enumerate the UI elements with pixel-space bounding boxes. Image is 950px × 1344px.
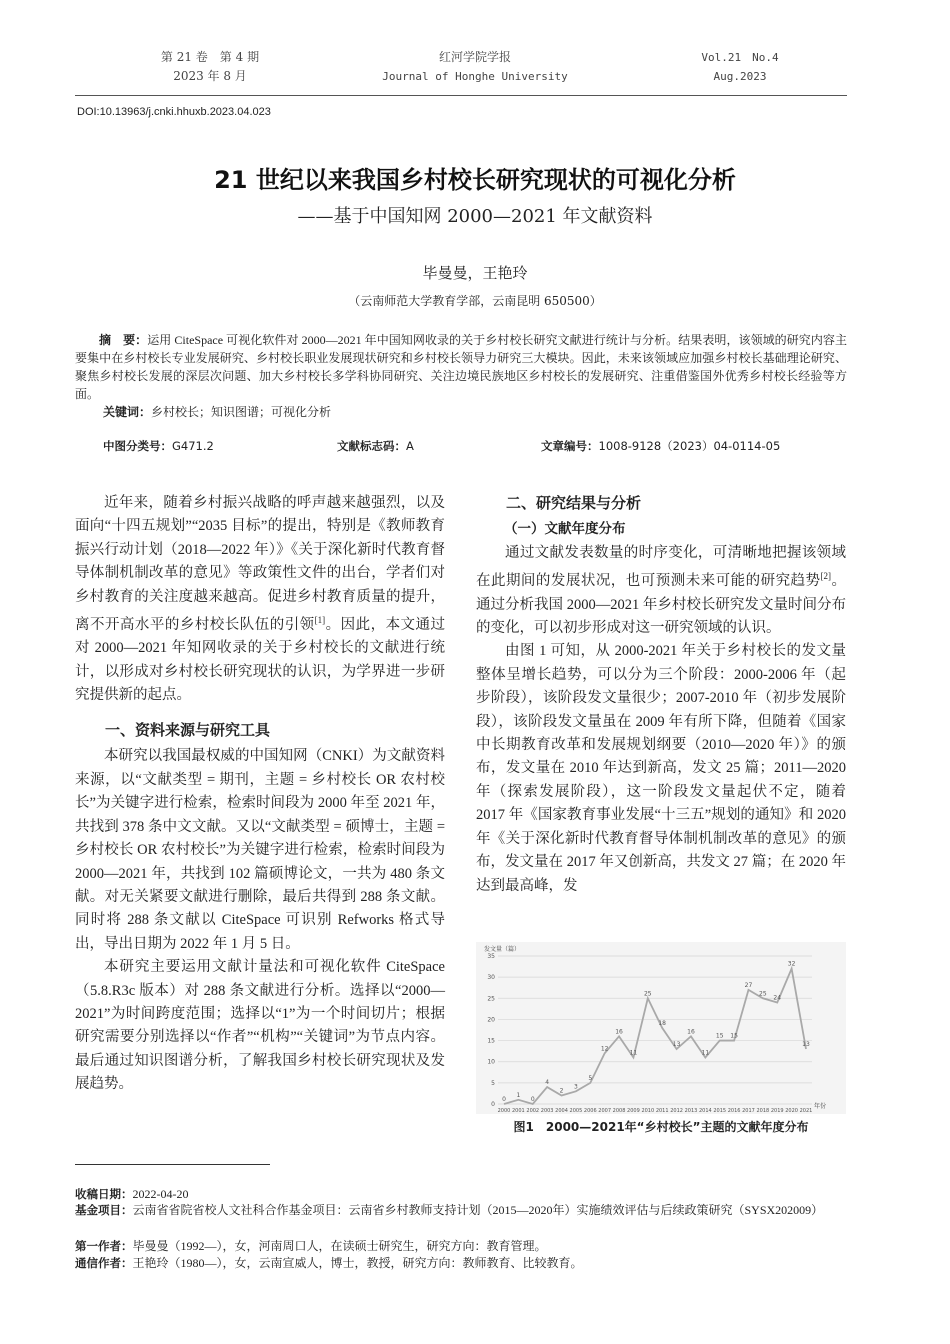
keywords: 乡村校长；知识图谱；可视化分析 — [151, 405, 332, 419]
left-column — [75, 492, 445, 1097]
data-label: 12 — [600, 1045, 609, 1053]
y-tick-label: 15 — [487, 1037, 495, 1045]
data-label: 3 — [573, 1083, 578, 1091]
data-label: 13 — [672, 1041, 681, 1049]
data-label: 0 — [530, 1096, 535, 1103]
data-label: 4 — [545, 1079, 550, 1087]
header-journal-cn: 红河学院学报 — [438, 50, 511, 64]
article-number-label: 文章编号： — [541, 439, 599, 453]
data-label: 16 — [687, 1028, 695, 1036]
received-value: 2022-04-20 — [132, 1187, 189, 1201]
page-title: 21 世纪以来我国乡村校长研究现状的可视化分析 — [214, 166, 736, 194]
first-author-info — [75, 1238, 847, 1254]
clc-number — [103, 438, 214, 454]
data-label: 11 — [701, 1049, 710, 1057]
abstract-label: 摘 要： — [99, 333, 148, 347]
header-volume-info-en — [680, 48, 800, 86]
y-tick-label: 30 — [487, 974, 495, 982]
article-number-value: 1008-9128（2023）04-0114-05 — [598, 439, 781, 453]
data-label: 32 — [787, 960, 796, 968]
data-label: 15 — [715, 1032, 724, 1040]
annual-distribution-chart — [476, 942, 846, 1114]
received-label: 收稿日期： — [75, 1187, 133, 1201]
doc-code — [337, 438, 414, 454]
x-tick-label: 2004 — [555, 1108, 568, 1114]
authors: 毕曼曼，王艳玲 — [422, 264, 528, 282]
received-date — [75, 1186, 847, 1202]
clc-value: G471.2 — [172, 439, 214, 453]
y-tick-label: 35 — [487, 953, 495, 960]
y-tick-label: 0 — [491, 1101, 495, 1108]
section-heading-2: 二、研究结果与分析 — [506, 494, 642, 512]
intro-text: 近年来，随着乡村振兴战略的呼声越来越强烈，以及面向“十四五规划”“2035 目标”的提出，特别是《教师教育振兴行动计划（2018—2022 年）》《关于深化新时代教育督导体制机制改革的意见》等政策性文件的出台，学者们对乡村教育的关注度越来越高。促进乡村教育质量的提升，离不开高水平的乡村校长队伍的引领 — [75, 495, 445, 633]
data-label: 18 — [658, 1019, 667, 1027]
x-tick-label: 2017 — [742, 1108, 755, 1114]
header-journal — [330, 48, 620, 86]
x-tick-label: 2012 — [670, 1108, 683, 1114]
chart-x-label: 年份 — [814, 1103, 827, 1110]
x-tick-label: 2014 — [698, 1108, 712, 1114]
x-tick-label: 2008 — [612, 1108, 626, 1114]
clc-label: 中图分类号： — [103, 439, 172, 453]
x-tick-label: 2021 — [799, 1108, 813, 1114]
right-column — [476, 492, 846, 898]
data-label: 25 — [643, 990, 652, 998]
x-tick-label: 2013 — [684, 1108, 698, 1114]
fund-info — [75, 1202, 847, 1218]
header-volume-en: Vol.21 No.4 — [701, 51, 779, 64]
data-label: 5 — [588, 1074, 593, 1082]
chart-background — [476, 942, 846, 1114]
doi: DOI:10.13963/j.cnki.hhuxb.2023.04.023 — [77, 106, 271, 118]
x-tick-label: 2011 — [655, 1108, 669, 1114]
x-tick-label: 2016 — [727, 1108, 741, 1114]
header-volume-issue: 第 21 卷 第 4 期 — [160, 50, 260, 64]
y-tick-label: 25 — [487, 995, 495, 1003]
header-journal-en: Journal of Honghe University — [382, 70, 568, 83]
x-tick-label: 2019 — [770, 1108, 784, 1114]
y-tick-label: 10 — [487, 1058, 495, 1066]
x-tick-label: 2002 — [526, 1108, 540, 1114]
data-label: 2 — [559, 1087, 564, 1095]
x-tick-label: 2003 — [540, 1108, 554, 1114]
header-volume-info — [150, 48, 270, 86]
data-label: 27 — [744, 981, 753, 989]
data-label: 1 — [516, 1091, 521, 1099]
abstract-text: 运用 CiteSpace 可视化软件对 2000—2021 年中国知网收录的关于乡村校长研究文献进行统计与分析。结果表明，该领域的研究内容主要集中在乡村校长专业发展研究、乡村校长职业发展现状研究和乡村校长领导力研究三大模块。因此，未来该领域应加强乡村校长基础理论研究、聚焦乡村校长发展的深层次问题、加大乡村校长多学科协同研究、关注边境民族地区乡村校长的发展研究、注重借鉴国外优秀乡村校长经验等方面。 — [75, 333, 847, 401]
x-tick-label: 2020 — [785, 1108, 798, 1114]
data-label: 24 — [773, 994, 782, 1002]
header-date: 2023 年 8 月 — [173, 69, 247, 83]
doc-code-value: A — [406, 439, 414, 453]
x-tick-label: 2000 — [497, 1108, 511, 1114]
x-tick-label: 2009 — [627, 1108, 640, 1114]
corresponding-author-info — [75, 1255, 847, 1271]
data-source-paragraph: 本研究以我国最权威的中国知网（CNKI）为文献资料来源，以“文献类型 = 期刊，主题 = 乡村校长 OR 农村校长”为关键字进行检索，检索时间段为 2000 年至 2021 年，共找到 378 条中文文献。又以“文献类型 = 硕博士，主题 = 乡村校长 OR 农村校长”为关键字进行检索，检索时间段为 2000—2021 年，共找到 102 篇硕博论文，一共为 480 条文献。对无关紧要文献进行删除，最后共得到 288 条文献。同时将 288 条文献以 CiteSpace 可识别 Refworks 格式导出，导出日期为 2022 年 1 月 5 日。 — [75, 748, 445, 952]
citation-2: [2] — [820, 571, 832, 582]
corresponding-label: 通信作者： — [75, 1256, 133, 1270]
article-number — [541, 438, 780, 454]
figure-caption: 图1 2000—2021年“乡村校长”主题的文献年度分布 — [513, 1120, 809, 1134]
x-tick-label: 2018 — [756, 1108, 770, 1114]
abstract — [75, 331, 847, 421]
subsection-heading-1: （一）文献年度分布 — [504, 521, 626, 537]
section-heading-1: 一、资料来源与研究工具 — [105, 721, 271, 740]
first-author-label: 第一作者： — [75, 1239, 133, 1253]
x-tick-label: 2001 — [512, 1108, 525, 1114]
keywords-label: 关键词： — [103, 405, 152, 419]
affiliation: （云南师范大学教育学部，云南昆明 650500） — [348, 294, 602, 308]
fund-value: 云南省省院省校人文社科合作基金项目：云南省乡村教师支持计划（2015—2020年）实施绩效评估与后续政策研究（SYSX202009） — [132, 1203, 824, 1217]
data-label: 13 — [802, 1041, 810, 1049]
data-label: 15 — [730, 1032, 738, 1040]
x-tick-label: 2010 — [641, 1108, 655, 1114]
x-tick-label: 2005 — [569, 1108, 583, 1114]
corresponding-value: 王艳玲（1980—），女，云南宣威人，博士，教授，研究方向：教师教育、比较教育。 — [132, 1256, 583, 1270]
distribution-paragraph-1 — [476, 542, 846, 640]
citation-1: [1] — [314, 615, 326, 626]
data-label: 0 — [502, 1096, 506, 1103]
fund-label: 基金项目： — [75, 1203, 133, 1217]
data-label: 11 — [629, 1049, 638, 1057]
footnote-rule — [75, 1164, 270, 1165]
data-label: 16 — [615, 1028, 623, 1036]
intro-paragraph — [75, 492, 445, 707]
distribution-paragraph-2: 由图 1 可知，从 2000-2021 年关于乡村校长的发文量整体呈增长趋势，可以分为三个阶段：2000-2006 年（起步阶段），该阶段发文量很少；2007-2010 年（初步发展阶段），该阶段发文量虽在 2009 年有所下降，但随着《国家中长期教育改革和发展规划纲要（2010—2020 年）》的颁布，发文量在 2010 年达到新高，发文 25 篇；2011—2020 年（探索发展阶段），这一阶段发文量起伏不定，随着 2017 年《国家教育事业发展“十三五”规划的通知》和 2020 年《关于深化新时代教育督导体制机制改革的意见》的颁布，发文量在 2017 年又创新高，共发文 27 篇；在 2020 年达到最高峰，发 — [476, 643, 846, 894]
y-tick-label: 5 — [491, 1079, 495, 1087]
header-rule — [75, 95, 847, 96]
distribution-text-tail: 。通过分析我国 2000—2021 年乡村校长研究发文量时间分布的变化，可以初步形成对这一研究领域的认识。 — [476, 573, 847, 637]
x-tick-label: 2015 — [713, 1108, 727, 1114]
first-author-value: 毕曼曼（1992—），女，河南周口人，在读硕士研究生，研究方向：教育管理。 — [132, 1239, 547, 1253]
intro-text-tail: 。因此，本文通过对 2000—2021 年知网收录的关于乡村校长的文献进行统计，以形成对乡村校长研究现状的认识，为学界进一步研究提供新的起点。 — [75, 616, 446, 704]
data-label: 25 — [759, 990, 767, 998]
tools-paragraph: 本研究主要运用文献计量法和可视化软件 CiteSpace（5.8.R3c 版本）对 288 条文献进行分析。选择以“2000—2021”为时间跨度范围；选择以“1”为一个时间切片；根据研究需要分别选择以“作者”“机构”“关键词”为节点内容。最后通过知识图谱分析，了解我国乡村校长研究现状及发展趋势。 — [75, 959, 445, 1093]
header-date-en: Aug.2023 — [713, 70, 767, 83]
doc-code-label: 文献标志码： — [337, 439, 406, 453]
x-tick-label: 2006 — [583, 1108, 597, 1114]
x-tick-label: 2007 — [598, 1108, 612, 1114]
y-tick-label: 20 — [487, 1016, 495, 1024]
chart-y-label: 发文量（篇） — [484, 946, 521, 953]
distribution-text: 通过文献发表数量的时序变化，可清晰地把握该领域在此期间的发展状况，也可预测未来可能的研究趋势 — [476, 545, 846, 590]
page-subtitle: ——基于中国知网 2000—2021 年文献资料 — [297, 206, 653, 227]
